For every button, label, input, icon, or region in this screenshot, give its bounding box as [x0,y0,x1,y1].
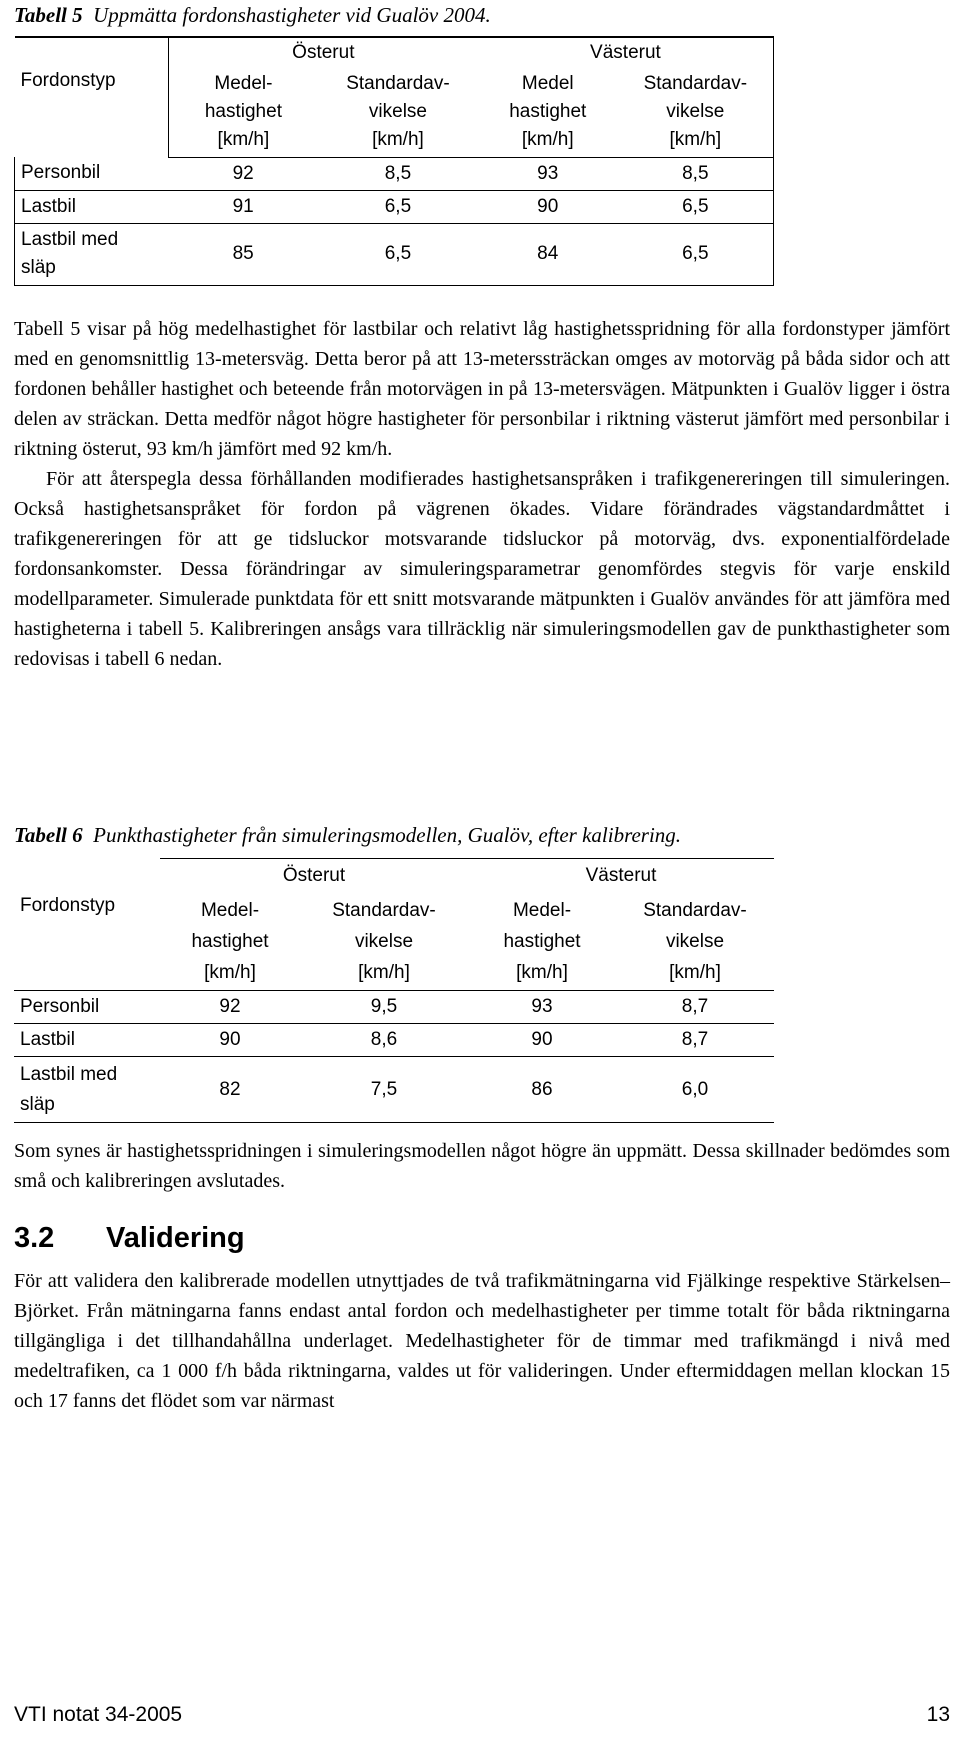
table-row [14,1057,774,1123]
paragraph: För att validera den kalibrerade modellen utnyttjades de två trafikmätningarna vid Fjälkinge respektive Stärkelsen–Björket. Från mätningarna fanns endast antal fordon och medelhastigheter per timme totalt för båda riktningarna tillgängliga i det tillhandahållna underlaget. Medelhastigheter för de timmar med trafikmängd i nivå med medeltrafiken, ca 1 000 f/h båda riktningarna, valdes ut för valideringen. Under eftermiddagen mellan klockan 15 och 17 fanns det flödet som var närmast [14,1270,950,1412]
table5-sub-west-std: Standardav- vikelse [km/h] [618,67,774,157]
table5-caption [14,2,491,28]
table5-cell: 92 [168,157,318,190]
table5-cell: 93 [478,157,618,190]
table6-cell-type: Personbil [14,991,160,1024]
table6-caption-text: Punkthastigheter från simuleringsmodellen, Gualöv, efter kalibrering. [93,823,682,847]
table6-head-vehicle: Fordonstyp [20,894,116,916]
paragraph: Som synes är hastighetsspridningen i simuleringsmodellen något högre än uppmätt. Dessa skillnader bedömdes som små och kalibreringen avslutades. [14,1140,950,1192]
table6-cell: 82 [160,1057,300,1123]
table5-caption-label: Tabell 5 [14,3,83,27]
table-row [15,223,774,285]
table6-cell: 6,0 [616,1057,774,1123]
table6-cell-type: Lastbil [14,1024,160,1057]
table5-cell-type: Personbil [15,157,169,190]
table5-head-east: Österut [168,37,478,67]
table5-head-vehicle: Fordonstyp [15,37,169,157]
table5-cell-type: Lastbil med släp [15,223,169,285]
table6-cell: 93 [468,991,616,1024]
table5-cell: 90 [478,190,618,223]
page-number: 13 [926,1703,950,1726]
table5-cell-type: Lastbil [15,190,169,223]
table5-cell: 84 [478,223,618,285]
table5-cell: 85 [168,223,318,285]
table6-cell-type: Lastbil med släp [14,1057,160,1123]
table5-sub-east-std: Standardav- vikelse [km/h] [318,67,478,157]
table6-caption-label: Tabell 6 [14,823,83,847]
table5-head-west: Västerut [478,37,774,67]
table5-cell: 6,5 [618,190,774,223]
table6 [14,858,774,1123]
table5-sub-east-mean: Medel- hastighet [km/h] [168,67,318,157]
table5-cell: 6,5 [618,223,774,285]
table5-caption-text: Uppmätta fordonshastigheter vid Gualöv 2004. [93,3,491,27]
table6-cell: 8,7 [616,1024,774,1057]
body-text-3 [14,1266,950,1416]
page-footer [14,1703,950,1727]
section-heading [14,1222,245,1255]
table6-sub-west-std: Standardav- vikelse [km/h] [643,899,747,983]
section-title: Validering [106,1222,245,1254]
table5 [14,36,774,286]
body-text-2 [14,1136,950,1196]
paragraph: För att återspegla dessa förhållanden modifierades hastighetsanspråken i trafikgenereringen till simuleringen. Också hastighetsanspråket för fordon på vägrenen ökades. Vidare förändrades vägstandardmåttet i trafikgenereringen för att ge tidsluckor motsvarande tidsluckor på motorväg, dvs. exponentialfördelade fordonsankomster. Dessa förändringar av simuleringsparametrar genomfördes stegvis för varje enskild modellparameter. Simulerade punktdata för ett snitt motsvarande mätpunkten i Gualöv användes för att jämföra med hastigheterna i tabell 5. Kalibreringen ansågs vara tillräcklig när simuleringsmodellen gav de punkthastigheter som redovisas i tabell 6 nedan. [14,468,950,670]
table5-sub-west-mean: Medel hastighet [km/h] [478,67,618,157]
table6-cell: 90 [160,1024,300,1057]
table5-cell: 8,5 [318,157,478,190]
table5-cell: 6,5 [318,190,478,223]
table5-cell: 91 [168,190,318,223]
table6-cell: 90 [468,1024,616,1057]
table6-sub-west-mean: Medel- hastighet [km/h] [503,899,581,983]
table-row [15,157,774,190]
table6-cell: 92 [160,991,300,1024]
section-number: 3.2 [14,1222,55,1254]
table6-cell: 9,5 [300,991,468,1024]
table5-cell: 6,5 [318,223,478,285]
table-row [14,991,774,1024]
table-row [14,1024,774,1057]
footer-publication: VTI notat 34-2005 [14,1703,183,1726]
table6-cell: 8,6 [300,1024,468,1057]
body-text-1 [14,314,950,674]
table6-cell: 7,5 [300,1057,468,1123]
table6-caption [14,822,681,848]
table6-head-west: Västerut [468,859,774,893]
table6-cell: 86 [468,1057,616,1123]
table6-sub-east-mean: Medel- hastighet [km/h] [191,899,269,983]
paragraph: Tabell 5 visar på hög medelhastighet för lastbilar och relativt låg hastighetsspridning för alla fordonstyper jämfört med en genomsnittlig 13-metersväg. Detta beror på att 13-meterssträckan omges av motorväg på båda sidor och att fordonen behåller hastighet och beteende från motorvägen in på 13-metersvägen. Mätpunkten i Gualöv ligger i östra delen av sträckan. Detta medför något högre hastigheter för personbilar i riktning västerut jämfört med personbilar i riktning österut, 93 km/h jämfört med 92 km/h. [14,318,950,460]
table6-cell: 8,7 [616,991,774,1024]
table6-head-east: Österut [160,859,468,893]
table5-cell: 8,5 [618,157,774,190]
table6-sub-east-std: Standardav- vikelse [km/h] [332,899,436,983]
table-row [15,190,774,223]
